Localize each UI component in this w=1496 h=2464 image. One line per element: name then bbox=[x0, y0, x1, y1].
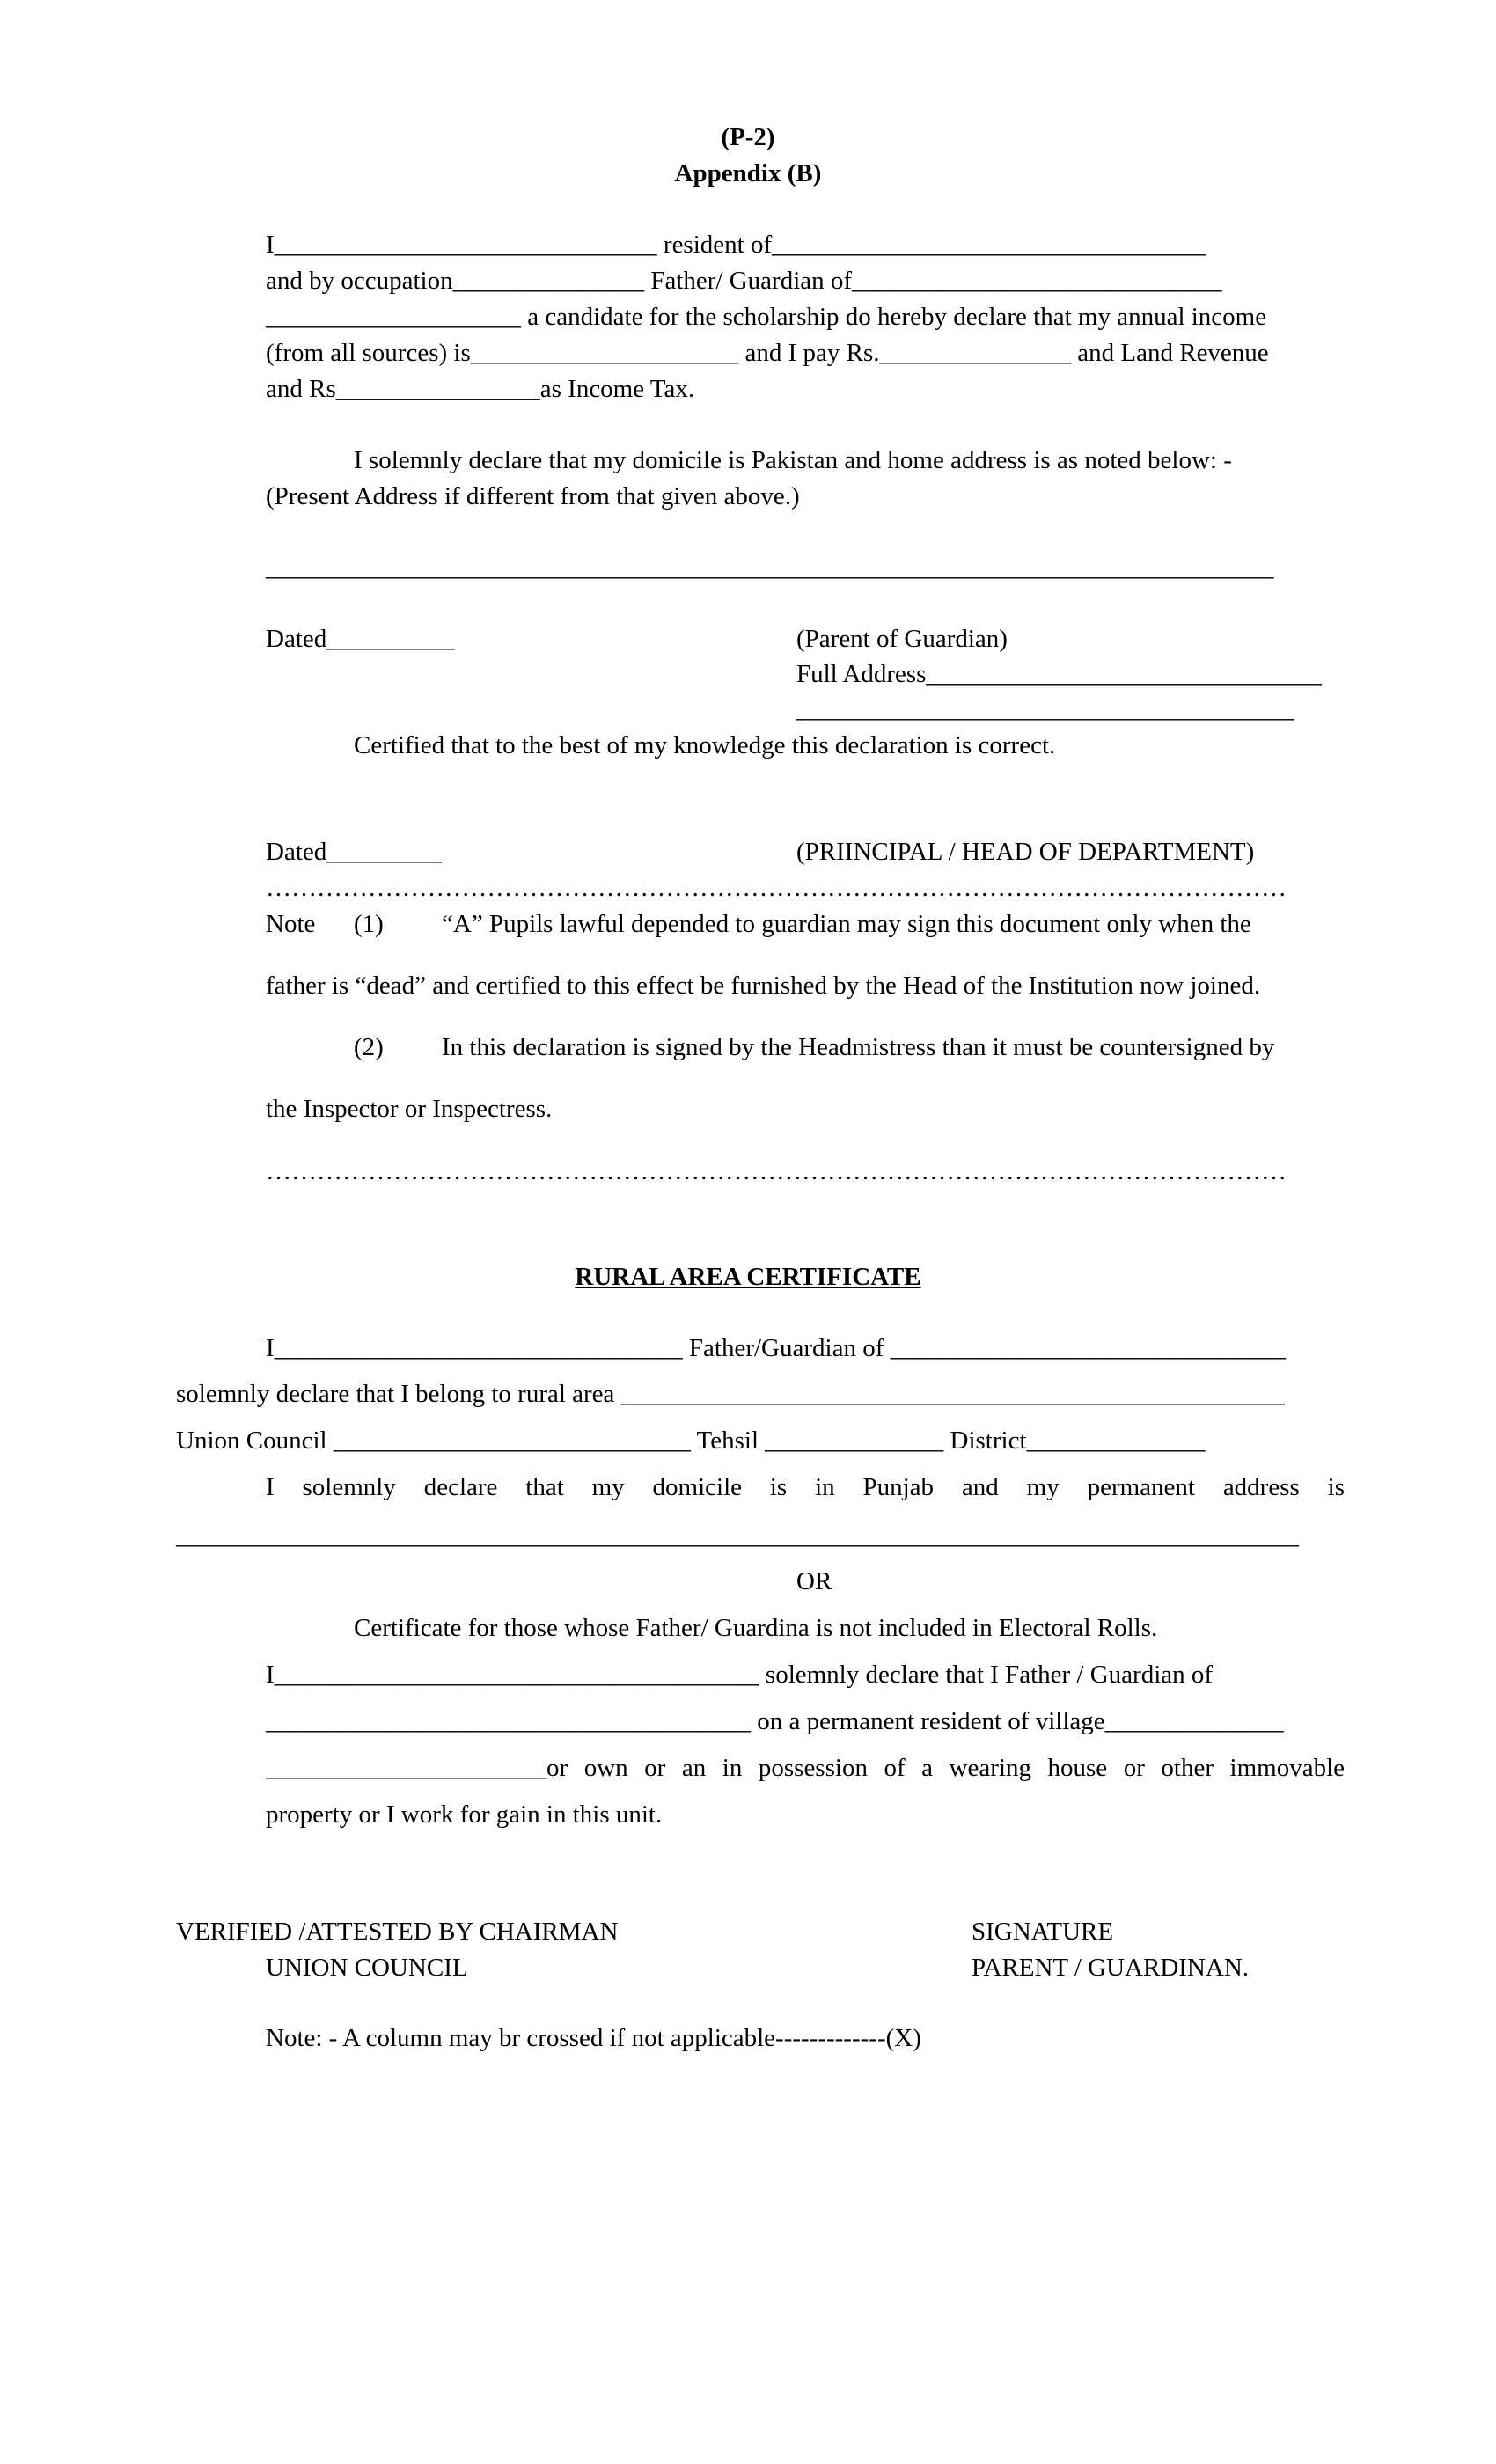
declaration-line-2: and by occupation_______________ Father/ Guardian of_____________________________ bbox=[266, 267, 1222, 295]
dated-field-2: Dated_________ bbox=[266, 838, 442, 866]
rural-line-2: solemnly declare that I belong to rural area ____________________________________________________ bbox=[176, 1380, 1285, 1408]
rural-line-8: ______________________or own or an in possession of a wearing house or other immovable bbox=[266, 1754, 1345, 1782]
present-address-note: (Present Address if different from that given above.) bbox=[266, 482, 800, 510]
parent-label: (Parent of Guardian) bbox=[796, 625, 1008, 653]
or-separator: OR bbox=[796, 1567, 832, 1595]
domicile-declaration: I solemnly declare that my domicile is Pakistan and home address is as noted below: - bbox=[354, 446, 1232, 474]
footer-note: Note: - A column may br crossed if not applicable-------------(X) bbox=[266, 2024, 921, 2052]
rural-line-4: I solemnly declare that my domicile is in Punjab and my permanent address is bbox=[266, 1473, 1345, 1501]
declaration-line-5: and Rs________________as Income Tax. bbox=[266, 375, 695, 403]
address-line: _______________________________________________________________________________ bbox=[266, 554, 1274, 582]
rural-line-7: ______________________________________ on a permanent resident of village______________ bbox=[266, 1707, 1284, 1735]
dated-field: Dated__________ bbox=[266, 625, 455, 653]
rural-line-9: property or I work for gain in this unit. bbox=[266, 1800, 663, 1829]
dotted-divider: ………………………………………………………………………………………………………… bbox=[266, 874, 1287, 902]
note-1-line-a: “A” Pupils lawful depended to guardian may sign this document only when the bbox=[442, 910, 1251, 938]
appendix-title: Appendix (B) bbox=[674, 159, 822, 187]
full-address-field: Full Address_______________________________ bbox=[796, 660, 1322, 688]
note-number-2: (2) bbox=[354, 1033, 384, 1061]
electoral-rolls-statement: Certificate for those whose Father/ Guardina is not included in Electoral Rolls. bbox=[354, 1614, 1158, 1642]
signature-label: SIGNATURE bbox=[972, 1918, 1114, 1946]
rural-line-6: I______________________________________ solemnly declare that I Father / Guardian of bbox=[266, 1661, 1214, 1689]
note-1-line-b: father is “dead” and certified to this effect be furnished by the Head of the Institution now joined. bbox=[266, 972, 1261, 1000]
form-code: (P-2) bbox=[721, 123, 775, 151]
certified-statement: Certified that to the best of my knowledge this declaration is correct. bbox=[354, 731, 1056, 759]
verified-label: VERIFIED /ATTESTED BY CHAIRMAN bbox=[176, 1918, 619, 1946]
rural-line-3: Union Council ____________________________ Tehsil ______________ District______________ bbox=[176, 1426, 1206, 1455]
rural-certificate-title: RURAL AREA CERTIFICATE bbox=[575, 1263, 921, 1291]
note-label: Note bbox=[266, 910, 316, 938]
rural-line-5: ________________________________________________________________________________________ bbox=[176, 1522, 1299, 1550]
declaration-line-1: I______________________________ resident of__________________________________ bbox=[266, 231, 1206, 259]
rural-line-1: I________________________________ Father/Guardian of _______________________________ bbox=[266, 1334, 1287, 1362]
principal-label: (PRIINCIPAL / HEAD OF DEPARTMENT) bbox=[796, 838, 1255, 866]
parent-guardian-label: PARENT / GUARDINAN. bbox=[972, 1954, 1250, 1982]
note-2-line-b: the Inspector or Inspectress. bbox=[266, 1095, 553, 1123]
declaration-line-4: (from all sources) is_____________________ and I pay Rs._______________ and Land Revenue bbox=[266, 339, 1269, 367]
dotted-divider-2: ………………………………………………………………………………………………………… bbox=[266, 1157, 1287, 1185]
note-2-line-a: In this declaration is signed by the Headmistress than it must be countersigned by bbox=[442, 1033, 1275, 1061]
declaration-line-3: ____________________ a candidate for the scholarship do hereby declare that my annual income bbox=[266, 303, 1267, 331]
full-address-line-2: _______________________________________ bbox=[796, 695, 1294, 723]
union-council-label: UNION COUNCIL bbox=[266, 1954, 468, 1982]
note-number-1: (1) bbox=[354, 910, 384, 938]
